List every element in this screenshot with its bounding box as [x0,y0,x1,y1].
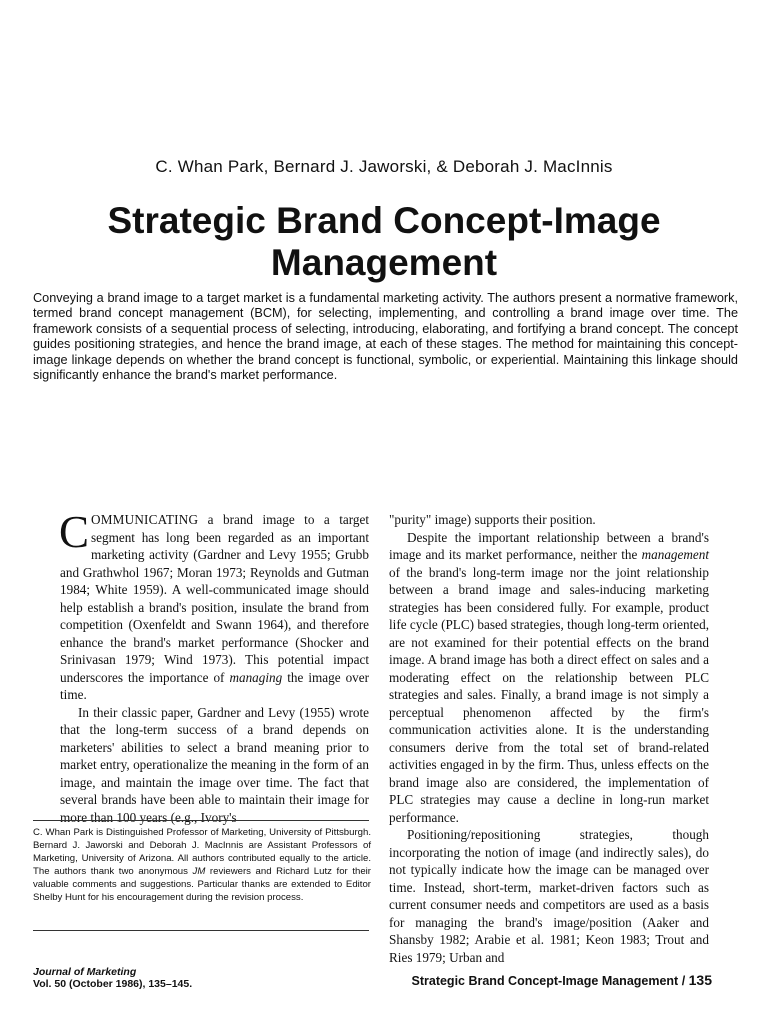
footnote-divider-top [33,820,369,821]
journal-volume: Vol. 50 (October 1986), 135–145. [33,978,193,990]
footnote-divider-bottom [33,930,369,931]
lead-word: OMMUNICATING [91,512,199,527]
running-title: Strategic Brand Concept-Image Management / [411,974,689,988]
footnote-emphasis: JM [192,866,206,877]
footnote-text: C. Whan Park is Distinguished Professor of Marketing, University of Pittsburgh. Bernard J. Jaworski and Deborah J. MacInnis are Assistant Professors of Marketing, University of Arizona. All authors contributed equally to the article. The authors thank two anonymous [33,827,371,877]
author-footnote [33,826,371,904]
body-paragraph [389,529,709,827]
body-text: Despite the important relationship between a brand's image and its market performance, neither the [389,529,709,562]
author-line: C. Whan Park, Bernard J. Jaworski, & Deborah J. MacInnis [155,157,613,176]
page-number: 135 [688,972,712,988]
body-paragraph [59,507,370,704]
body-text: a brand image to a target segment has long been regarded as an important marketing activity (Gardner and Levy 1955; Grubb and Grathwhol 1967; Moran 1973; Reynolds and Gutman 1984; White 1959). A well-communicated image should help establish a brand's position, insulate the brand from competition (Oxenfeldt and Swann 1964), and therefore enhance the brand's market performance (Shocker and Srinivasan 1979; Wind 1973). This potential impact underscores the importance of [60,512,369,685]
body-paragraph: "purity" image) supports their position. [389,512,596,527]
body-column-left [59,507,370,826]
body-column-right [389,511,709,966]
article-title [40,200,728,284]
running-footer [412,972,713,988]
footnote-text: reviewers and Richard Lutz for their valuable comments and suggestions. Particular thanks are extended to Editor Shelby Hunt for his encouragement during the revision process. [33,866,371,903]
journal-citation [33,966,192,990]
abstract: Conveying a brand image to a target market is a fundamental marketing activity. The authors present a normative framework, termed brand concept management (BCM), for selecting, implementing, and controlling a brand image over time. The framework consists of a sequential process of selecting, introducing, elaborating, and fortifying a brand concept. The concept guides positioning strategies, and hence the brand image, at each of these stages. The method for maintaining this concept-image linkage depends on whether the brand concept is functional, symbolic, or experiential. Maintaining this linkage should significantly enhance the brand's market performance. [33,291,738,383]
journal-name: Journal of Marketing [33,966,137,978]
body-paragraph: Positioning/repositioning strategies, though incorporating the notion of image (and indirectly sales), do not typically indicate how the image can be managed over time. Instead, short-term, market-driven factors such as current consumer needs and competitors are used as a basis for managing the brand's image/position (Aaker and Shansby 1982; Arabie et al. 1981; Keon 1983; Trout and Ries 1979; Urban and [389,827,709,965]
title-line-1: Strategic Brand Concept-Image [107,200,661,241]
emphasis-text: management [641,547,709,562]
body-paragraph: In their classic paper, Gardner and Levy (1955) wrote that the long-term success of a brand depends on marketers' abilities to select a brand meaning prior to market entry, operationalize the meaning in the form of an image, and maintain the image over time. The fact that several brands have been able to maintain their image for more than 100 years (e.g., Ivory's [60,704,369,825]
drop-cap: C [59,507,90,557]
body-text: of the brand's long-term image nor the joint relationship between a brand image and sales-inducing marketing strategies has been considered fully. For example, product life cycle (PLC) based strategies, though long-term oriented, are not examined for their potential effects on the brand image. A brand image has both a direct effect on sales and a moderating effect on the relationship between PLC strategies and sales. Finally, a brand image is not simply a perceptual phenomenon affected by the firm's communication activities alone. It is the understanding consumers derive from the total set of brand-related activities engaged in by the firm. Thus, unless effects on the brand image also are considered, the implementation of PLC strategies may cause a decline in long-run market performance. [389,564,709,825]
body-text: the image over time. [60,669,370,702]
title-line-2: Management [270,242,498,283]
emphasis-text: managing [229,669,283,685]
